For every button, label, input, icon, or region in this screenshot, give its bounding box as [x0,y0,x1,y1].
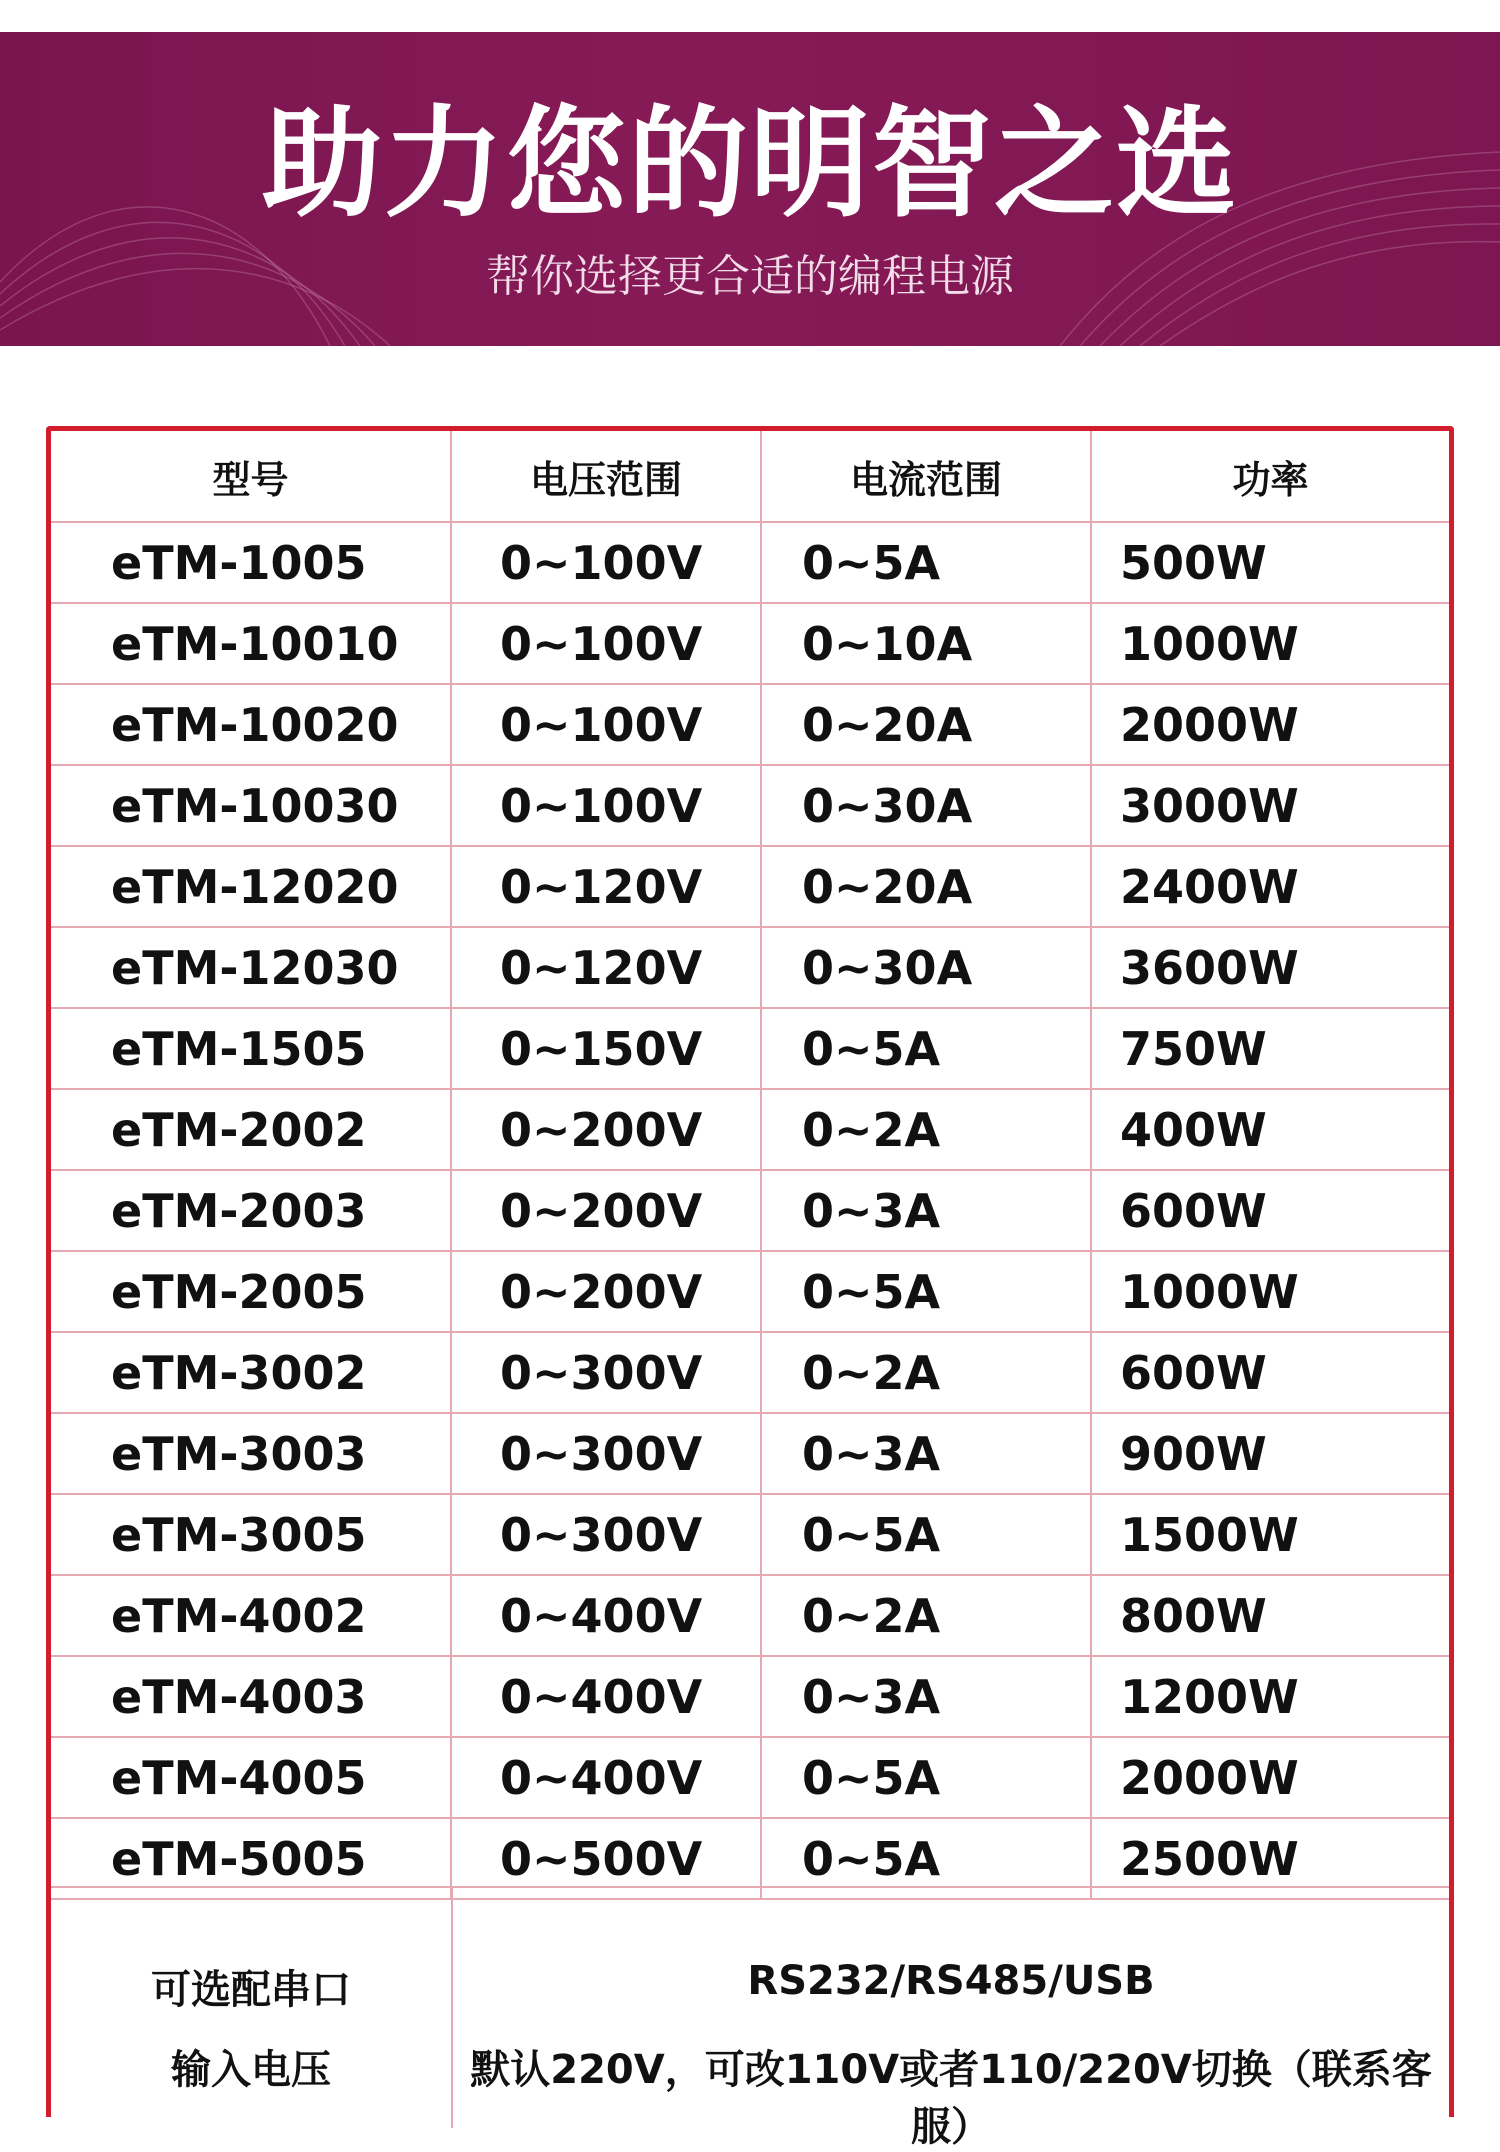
power-cell: 800W [1091,1575,1449,1656]
voltage-cell: 0~120V [451,927,761,1008]
current-cell: 0~2A [761,1089,1091,1170]
voltage-cell: 0~300V [451,1413,761,1494]
header-current: 电流范围 [761,431,1091,522]
current-cell: 0~5A [761,1494,1091,1575]
current-cell: 0~30A [761,765,1091,846]
power-cell: 400W [1091,1089,1449,1170]
table-row [51,1656,1449,1737]
header-voltage: 电压范围 [451,431,761,522]
model-cell: eTM-1005 [51,522,451,603]
current-cell: 0~2A [761,1575,1091,1656]
current-cell: 0~3A [761,1170,1091,1251]
interface-value: RS232/RS485/USB [747,1958,1155,2004]
current-cell: 0~20A [761,684,1091,765]
model-cell: eTM-12020 [51,846,451,927]
banner-title: 助力您的明智之选 [262,95,1238,234]
input-voltage-label: 输入电压 [171,2047,331,2093]
spec-table [51,431,1449,1900]
table-row [51,927,1449,1008]
current-cell: 0~5A [761,1818,1091,1899]
voltage-cell: 0~500V [451,1818,761,1899]
voltage-cell: 0~100V [451,684,761,765]
model-cell: eTM-2002 [51,1089,451,1170]
current-cell: 0~5A [761,1008,1091,1089]
power-cell: 3600W [1091,927,1449,1008]
table-row [51,684,1449,765]
model-cell: eTM-12030 [51,927,451,1008]
table-row [51,1089,1449,1170]
current-cell: 0~3A [761,1413,1091,1494]
power-cell: 2500W [1091,1818,1449,1899]
model-cell: eTM-3005 [51,1494,451,1575]
model-cell: eTM-1505 [51,1008,451,1089]
model-cell: eTM-10010 [51,603,451,684]
voltage-cell: 0~100V [451,522,761,603]
interface-label: 可选配串口 [151,1967,351,2013]
power-cell: 2000W [1091,684,1449,765]
current-cell: 0~2A [761,1332,1091,1413]
power-cell: 3000W [1091,765,1449,846]
power-cell: 750W [1091,1008,1449,1089]
voltage-cell: 0~400V [451,1656,761,1737]
voltage-cell: 0~300V [451,1494,761,1575]
table-row [51,1494,1449,1575]
table-row [51,765,1449,846]
power-cell: 1000W [1091,603,1449,684]
model-cell: eTM-4002 [51,1575,451,1656]
model-cell: eTM-2005 [51,1251,451,1332]
model-cell: eTM-10020 [51,684,451,765]
voltage-cell: 0~100V [451,603,761,684]
power-cell: 2400W [1091,846,1449,927]
voltage-cell: 0~400V [451,1737,761,1818]
model-cell: eTM-2003 [51,1170,451,1251]
model-cell: eTM-4005 [51,1737,451,1818]
extras-section [51,1886,1449,2150]
power-cell: 600W [1091,1170,1449,1251]
model-cell: eTM-5005 [51,1818,451,1899]
current-cell: 0~3A [761,1656,1091,1737]
current-cell: 0~5A [761,1251,1091,1332]
spec-table-frame [46,426,1454,2150]
table-row [51,1575,1449,1656]
power-cell: 500W [1091,522,1449,603]
input-voltage-value: 默认220V，可改110V或者110/220V切换（联系客服） [470,2047,1432,2150]
model-cell: eTM-3002 [51,1332,451,1413]
table-row [51,1251,1449,1332]
voltage-cell: 0~200V [451,1170,761,1251]
model-cell: eTM-10030 [51,765,451,846]
header-banner [0,32,1500,346]
voltage-cell: 0~200V [451,1251,761,1332]
table-row [51,846,1449,927]
table-row [51,1170,1449,1251]
voltage-cell: 0~100V [451,765,761,846]
current-cell: 0~5A [761,1737,1091,1818]
model-cell: eTM-3003 [51,1413,451,1494]
power-cell: 1500W [1091,1494,1449,1575]
power-cell: 600W [1091,1332,1449,1413]
voltage-cell: 0~150V [451,1008,761,1089]
table-row [51,1413,1449,1494]
table-row [51,1008,1449,1089]
voltage-cell: 0~400V [451,1575,761,1656]
power-cell: 1200W [1091,1656,1449,1737]
table-row [51,522,1449,603]
table-row [51,1737,1449,1818]
header-power: 功率 [1091,431,1449,522]
table-row [51,603,1449,684]
current-cell: 0~20A [761,846,1091,927]
current-cell: 0~5A [761,522,1091,603]
voltage-cell: 0~300V [451,1332,761,1413]
voltage-cell: 0~120V [451,846,761,927]
power-cell: 900W [1091,1413,1449,1494]
current-cell: 0~10A [761,603,1091,684]
model-cell: eTM-4003 [51,1656,451,1737]
header-model: 型号 [51,431,451,522]
banner-subtitle: 帮你选择更合适的编程电源 [486,251,1014,302]
table-row [51,1332,1449,1413]
table-header-row [51,431,1449,522]
power-cell: 2000W [1091,1737,1449,1818]
current-cell: 0~30A [761,927,1091,1008]
voltage-cell: 0~200V [451,1089,761,1170]
power-cell: 1000W [1091,1251,1449,1332]
